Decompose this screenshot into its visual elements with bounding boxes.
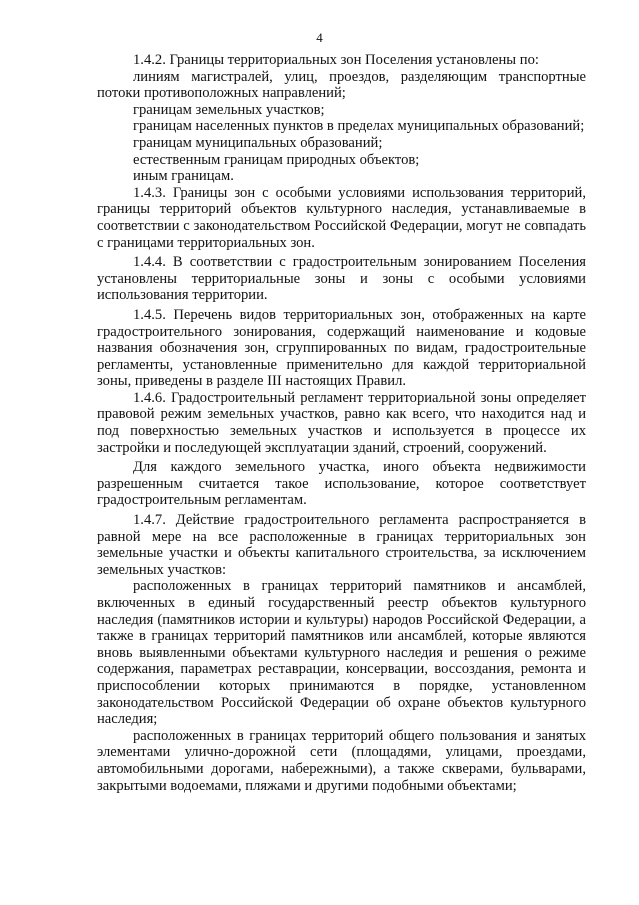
list-item-settlements: границам населенных пунктов в пределах муниципальных образований;: [133, 118, 585, 135]
paragraph-1-4-6: 1.4.6. Градостроительный регламент территориальной зоны определяет правовой режим земельных участков, равно как всего, что находится над и под поверхностью земельных участков и используется в процессе их застройки и последующей эксплуатации зданий, строений, сооружений.: [97, 389, 586, 456]
paragraph-1-4-7: 1.4.7. Действие градостроительного регламента распространяется в равной мере на все расположенные в границах территориальных зон земельные участки и объекты капитального строительства, за исключением земельных участков:: [97, 512, 586, 578]
list-item-highways: линиям магистралей, улиц, проездов, разделяющим транспортные потоки противоположных направлений;: [97, 68, 586, 102]
list-item-municipalities: границам муниципальных образований;: [133, 134, 383, 151]
paragraph-1-4-3: 1.4.3. Границы зон с особыми условиями использования территорий, границы территорий объектов культурного наследия, устанавливаемые в соответствии с законодательством Российской Федерации, могут не совпадать с границами территориальных зон.: [97, 184, 586, 251]
list-item-land-plots: границам земельных участков;: [133, 101, 325, 118]
list-item-other-borders: иным границам.: [133, 168, 234, 185]
paragraph-permitted-use: Для каждого земельного участка, иного объекта недвижимости разрешенным считается такое использование, которое соответствует градостроительным регламентам.: [97, 459, 586, 509]
list-item-cultural-heritage: расположенных в границах территорий памятников и ансамблей, включенных в единый государственный реестр объектов культурного наследия (памятников истории и культуры) народов Российской Федерации, а также в границах территорий памятников или ансамблей, которые являются вновь выявленными объектами культурного наследия и решения о режиме содержания, параметрах реставрации, консервации, воссоздания, ремонта и приспособлении которых принимаются в порядке, установленном законодательством Российской Федерации об охране объектов культурного наследия;: [97, 578, 586, 728]
page-number: 4: [316, 30, 323, 45]
paragraph-1-4-5: 1.4.5. Перечень видов территориальных зон, отображенных на карте градостроительного зонирования, содержащий наименование и кодовые названия обозначения зон, сгруппированных по видам, градостроительные регламенты, установленные применительно для каждой территориальной зоны, приведены в разделе III настоящих Правил.: [97, 306, 586, 390]
body-text: [97, 52, 586, 794]
list-item-natural-borders: естественным границам природных объектов;: [133, 151, 420, 168]
paragraph-1-4-2: 1.4.2. Границы территориальных зон Поселения установлены по:: [133, 52, 539, 68]
paragraph-1-4-4: 1.4.4. В соответствии с градостроительным зонированием Поселения установлены территориальные зоны и зоны с особыми условиями использования территории.: [97, 254, 586, 304]
list-item-public-territories: расположенных в границах территорий общего пользования и занятых элементами улично-дорожной сети (площадями, улицами, проездами, автомобильными дорогами, набережными), а также скверами, бульварами, закрытыми водоемами, пляжами и другими подобными объектами;: [97, 727, 586, 794]
